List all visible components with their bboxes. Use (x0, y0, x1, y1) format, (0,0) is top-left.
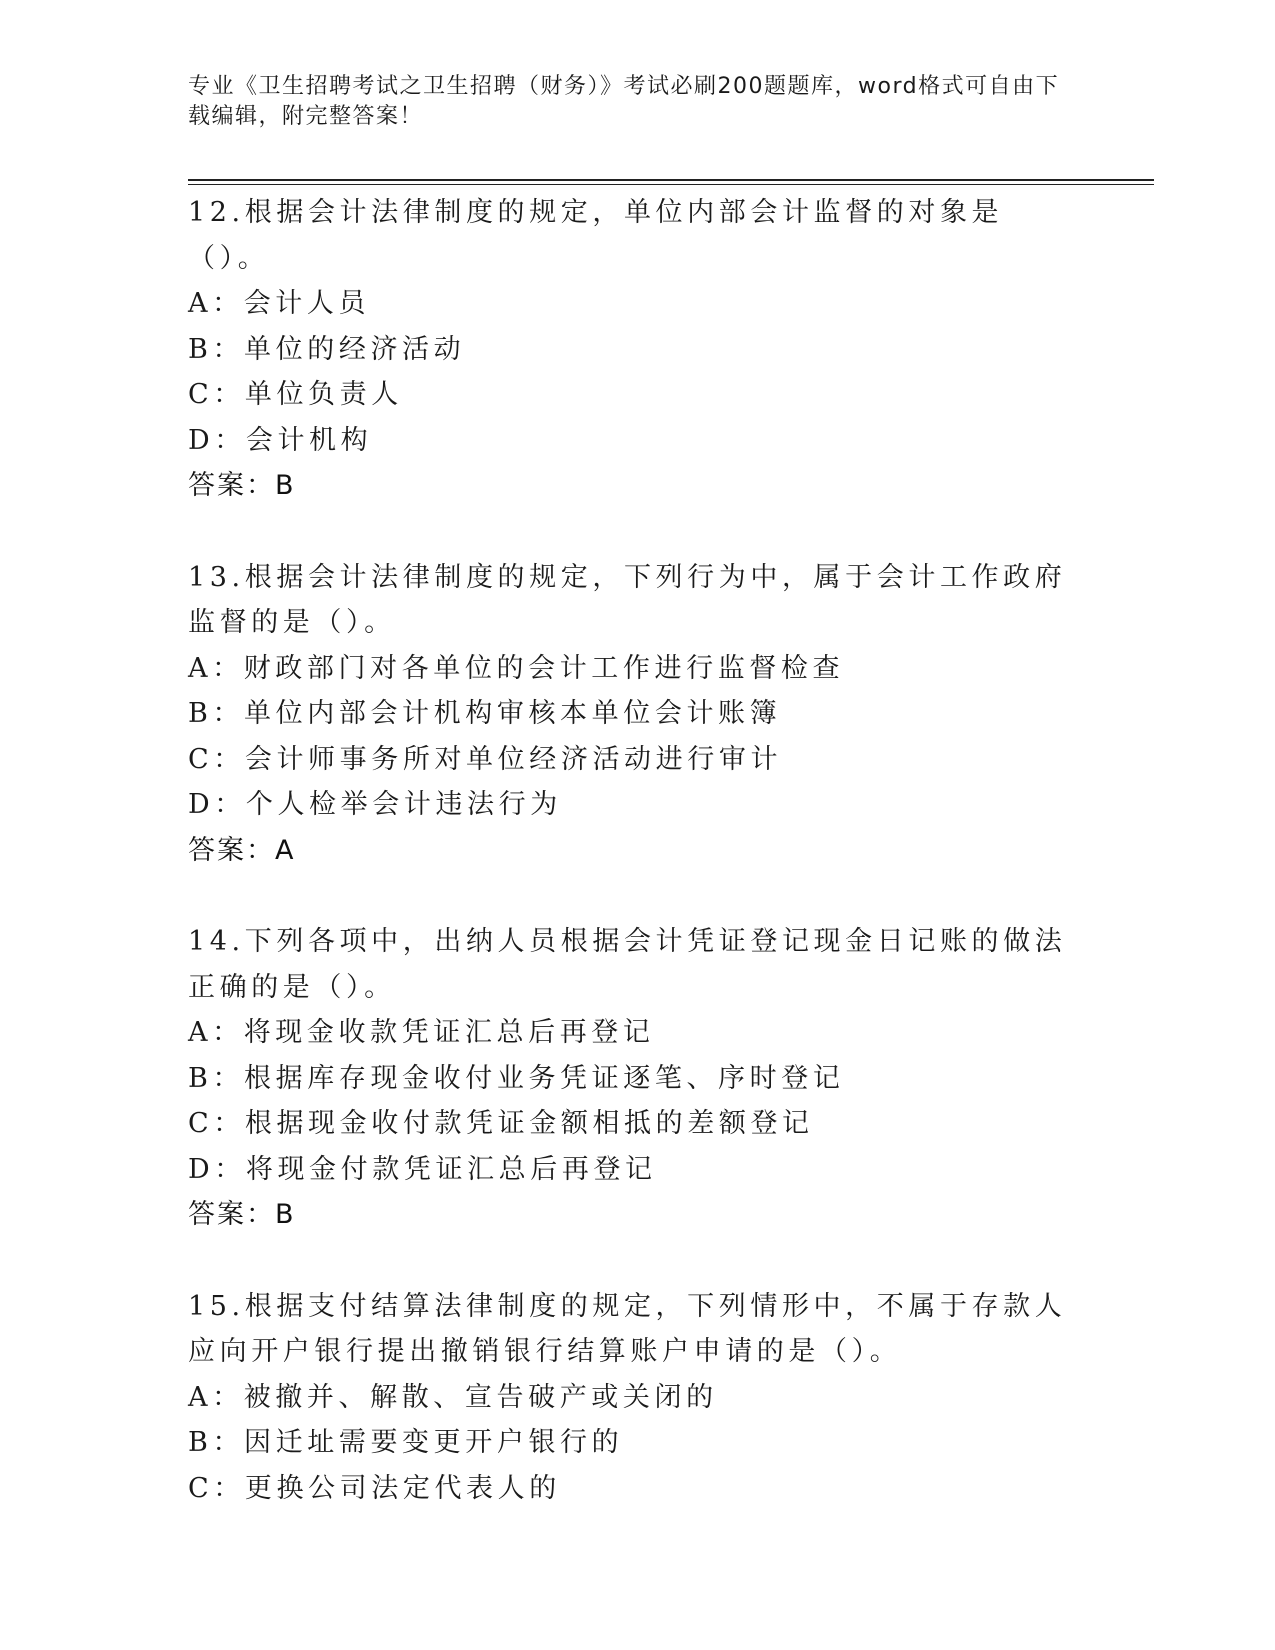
question-15 (188, 1284, 1088, 1512)
option-b: B：因迁址需要变更开户银行的 (188, 1427, 624, 1458)
question-13 (188, 555, 1088, 874)
option-c: C：根据现金收付款凭证金额相抵的差额登记 (188, 1108, 814, 1139)
option-c: C：会计师事务所对单位经济活动进行审计 (188, 743, 783, 775)
option-d: D：个人检举会计违法行为 (188, 789, 562, 820)
option-b: B：单位的经济活动 (188, 333, 466, 365)
option-a: A：将现金收款凭证汇总后再登记 (188, 1017, 655, 1048)
question-stem: 12.根据会计法律制度的规定，单位内部会计监督的对象是（）。 (188, 197, 1004, 274)
document-header: 专业《卫生招聘考试之卫生招聘（财务）》考试必刷200题题库，word格式可自由下载编辑，附完整答案！ (188, 74, 1060, 129)
question-stem: 15.根据支付结算法律制度的规定，下列情形中，不属于存款人应向开户银行提出撤销银行结算账户申请的是（）。 (188, 1290, 1067, 1367)
option-b: B：根据库存现金收付业务凭证逐笔、序时登记 (188, 1062, 845, 1094)
option-d: D：将现金付款凭证汇总后再登记 (188, 1153, 657, 1185)
option-a: A：会计人员 (188, 288, 371, 319)
header-divider-thin (188, 184, 1154, 185)
option-d: D：会计机构 (188, 424, 373, 456)
option-c: C：单位负责人 (188, 379, 403, 410)
question-stem: 14.下列各项中，出纳人员根据会计凭证登记现金日记账的做法正确的是（）。 (188, 926, 1067, 1003)
question-12 (188, 190, 1088, 509)
answer-line: 答案：B (188, 470, 296, 501)
option-b: B：单位内部会计机构审核本单位会计账簿 (188, 698, 782, 729)
question-stem: 13.根据会计法律制度的规定，下列行为中，属于会计工作政府监督的是（）。 (188, 561, 1067, 638)
answer-line: 答案：A (188, 834, 296, 866)
question-list (188, 190, 1088, 1557)
header-divider-thick (188, 179, 1154, 181)
question-14 (188, 919, 1088, 1238)
option-a: A：被撤并、解散、宣告破产或关闭的 (188, 1381, 718, 1413)
option-c: C：更换公司法定代表人的 (188, 1472, 561, 1504)
answer-line: 答案：B (188, 1199, 296, 1230)
option-a: A：财政部门对各单位的会计工作进行监督检查 (188, 652, 845, 684)
